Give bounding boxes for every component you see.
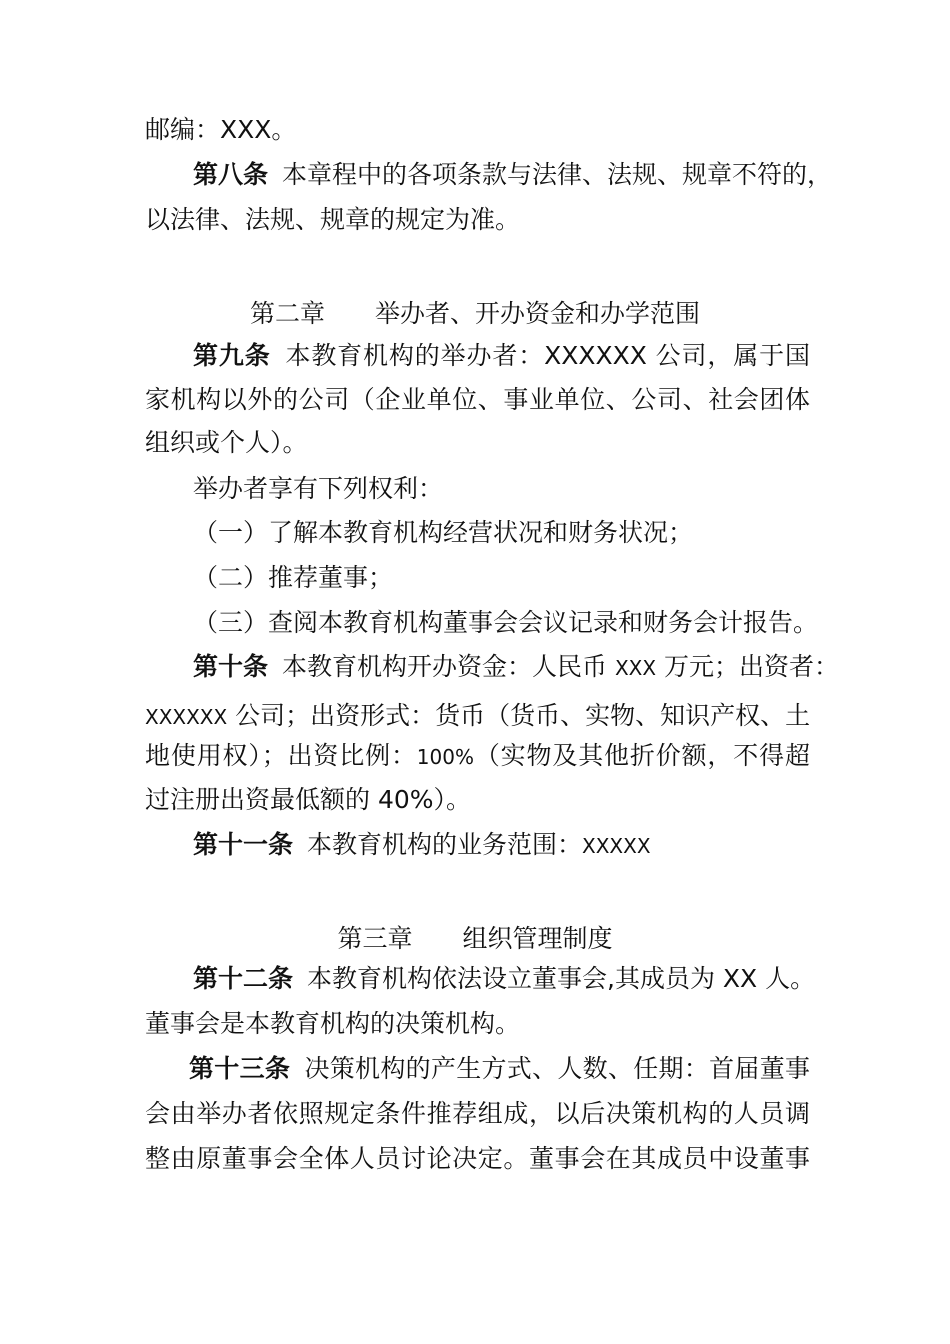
article-8-text: 本章程中的各项条款与法律、法规、规章不符的， [282, 160, 833, 189]
right-2-text: （二）推荐董事； [193, 563, 394, 592]
article-9-line-2 [145, 383, 810, 417]
article-10-line-3 [145, 739, 810, 774]
article-12-line-1 [145, 962, 816, 996]
article-8-label: 第八条 [193, 160, 269, 189]
article-10-investor: XXXXXX [145, 705, 228, 729]
article-8-line-2 [145, 203, 810, 237]
right-3-text: （三）查阅本教育机构董事会会议记录和财务会计报告。 [193, 608, 819, 637]
article-13-line-2 [145, 1097, 810, 1131]
right-1-line [145, 516, 858, 550]
article-10-line-4 [145, 783, 810, 817]
article-13-text: 整由原董事会全体人员讨论决定。董事会在其成员中设董事 [145, 1144, 810, 1173]
article-13-line-1 [145, 1052, 810, 1086]
article-9-line-1 [145, 339, 810, 373]
right-1-text: （一）了解本教育机构经营状况和财务状况； [193, 518, 694, 547]
chapter-3-heading: 第三章 组织管理制度 [337, 924, 613, 953]
article-9-line-3 [145, 426, 810, 460]
article-10-text: 本教育机构开办资金：人民币 [282, 652, 615, 681]
article-10-text: 万元；出资者： [656, 652, 840, 681]
rights-intro-text: 举办者享有下列权利： [193, 474, 444, 503]
article-10-line-1 [145, 650, 840, 685]
article-9-label: 第九条 [193, 341, 271, 370]
article-12-text: 董事会是本教育机构的决策机构。 [145, 1009, 521, 1038]
article-12-line-2 [145, 1007, 810, 1041]
article-10-line-2 [145, 699, 810, 734]
article-13-label: 第十三条 [189, 1054, 291, 1083]
article-10-text: 公司；出资形式：货币（货币、实物、知识产权、土 [227, 701, 811, 730]
article-11-text: 本教育机构的业务范围： [307, 830, 583, 859]
chapter-2-heading: 第二章 举办者、开办资金和办学范围 [249, 299, 700, 328]
right-3-line [145, 606, 858, 640]
article-8-text: 以法律、法规、规章的规定为准。 [145, 205, 521, 234]
postcode-line [145, 113, 810, 147]
article-13-text: 会由举办者依照规定条件推荐组成，以后决策机构的人员调 [145, 1099, 810, 1128]
postcode-text: 邮编：XXX。 [145, 115, 297, 144]
article-13-line-3 [145, 1142, 810, 1176]
article-12-text: 本教育机构依法设立董事会,其成员为 XX 人。 [307, 964, 816, 993]
article-9-text: 家机构以外的公司（企业单位、事业单位、公司、社会团体 [145, 385, 810, 414]
article-11-line-1 [145, 828, 858, 863]
article-11-label: 第十一条 [193, 830, 294, 859]
article-10-text: 地使用权）；出资比例： [145, 741, 417, 770]
article-10-label: 第十条 [193, 652, 269, 681]
article-8-line-1 [145, 158, 833, 192]
article-13-text: 决策机构的产生方式、人数、任期：首届董事 [304, 1054, 810, 1083]
right-2-line [145, 561, 858, 595]
rights-intro-line [145, 472, 858, 506]
article-10-text: （实物及其他折价额，不得超 [473, 741, 810, 770]
article-10-amount: XXX [614, 656, 657, 680]
article-10-text: 过注册出资最低额的 40%）。 [145, 785, 472, 814]
article-9-text: 本教育机构的举办者：XXXXXX 公司，属于国 [284, 341, 810, 370]
article-11-scope: XXXXX [582, 834, 651, 858]
article-10-ratio: 100% [416, 745, 474, 769]
article-12-label: 第十二条 [193, 964, 294, 993]
article-9-text: 组织或个人）。 [145, 428, 308, 457]
